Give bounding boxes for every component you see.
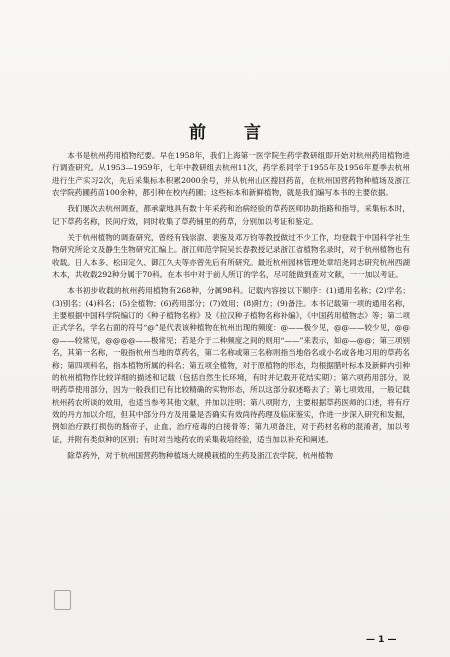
paragraph: 关于杭州植物的调查研究，曾经有钱崇澍、裴鉴及邓万钧等教授做过不少工作，均登载于中国科学社生物研究所论文及静生生物研究汇编上。浙江师范学院吴长春教授记录浙江省植物名录时，对于杭州植物也有收载。日人本多、松田定久、御江久夫等亦曾先后有所研究。最近杭州园林管理处章绍尧同志研究杭州西湖木本，共收载292种分属于70科。在本书中对于前人所订的学名，尽可能做到查对文献，一一加以考证。 (52, 233, 410, 280)
paragraph-continued: 除草药外，对于杭州国营药物种植场大规模栽植的生药及浙江农学院、杭州植物 (67, 450, 333, 460)
preface-body (52, 150, 410, 462)
paragraph: 本书初步收载的杭州药用植物有268种，分属98科。记载内容按以下顺序：(1)通用名称；(2)学名；(3)别名；(4)科名；(5)全植物；(6)药用部分；(7)效用；(8)附方；(9)备注。本书记载第一项的通用名称，主要根据中国科学院编订的《种子植物名称》及《拉汉种子植物名称补编》，《中国药用植物志》等；第二项正式学名，学名右面的符号“@”是代表该种植物在杭州出现的频度：@——极少见，@@——较少见，@@@——较常见，@@@@——极常见；若是介于二种频度之间的则用“——”来表示，如@—@@；第三项别名，其第一名称，一般指杭州当地的草药名，第二名称或第三名称则指当地俗名或小名或各地习用的草药名称；第四项科名，指本植物所属的科名；第五项全植物，对于原植物的形态，均根据腊叶标本及新鲜内引种的杭州植物作比较详细的描述和记载（包括自然生长环境，有时并记载开花结实期）；第六项药用部分，说明药草使用部分，因为一般我们已有比较精确的实物形态，所以这部分叙述略去了；第七项效用，一般记载杭州药农所谈的效用，也适当参考其他文献，并加以注明；第八项附方，主要根据草药医师的口述，将有疗效的丹方加以介绍，但其中部分丹方及用量是否确实有效尚待药理及临床鉴实，作进一步深入研究和发掘，例如治疗跌打损伤的肠帝子，止血、治疗疮毒的白接骨等；第九项备注，对于药材名称的混淆者，加以考证，并附有类似种的区别；有时对当地药农的采集栽培经验，适当加以补充和阐述。 (52, 286, 410, 444)
page-number: — 1 — (366, 635, 397, 645)
paragraph: 我们屡次去杭州调查，都承蒙地具有数十年采药和治病经验的草药医师协助指路和指导，采集标本时，记下草药名称，民间疗效，同时收集了草药铺里的药草，分别加以考证和鉴定。 (52, 204, 410, 226)
page-title: 前 言 (189, 123, 277, 143)
ink-stamp-mark (54, 590, 71, 610)
paragraph: 本书是杭州药用植物纪要。早在1958年，我们上海第一医学院生药学教研组即开始对杭州药用植物进行调查研究。从1953—1959年，七年中教研组去杭州11次，药学系同学于1955年及1956年夏季去杭州进行生产实习2次，先后采集标本积累2000余号，并从杭州山区搜回药苗，在杭州国营药物种植场及浙江农学院药圃药苗100余种，都引种在校内药圃；这些标本和新鲜植物，就是我们编写本书的主要依据。 (52, 151, 410, 198)
